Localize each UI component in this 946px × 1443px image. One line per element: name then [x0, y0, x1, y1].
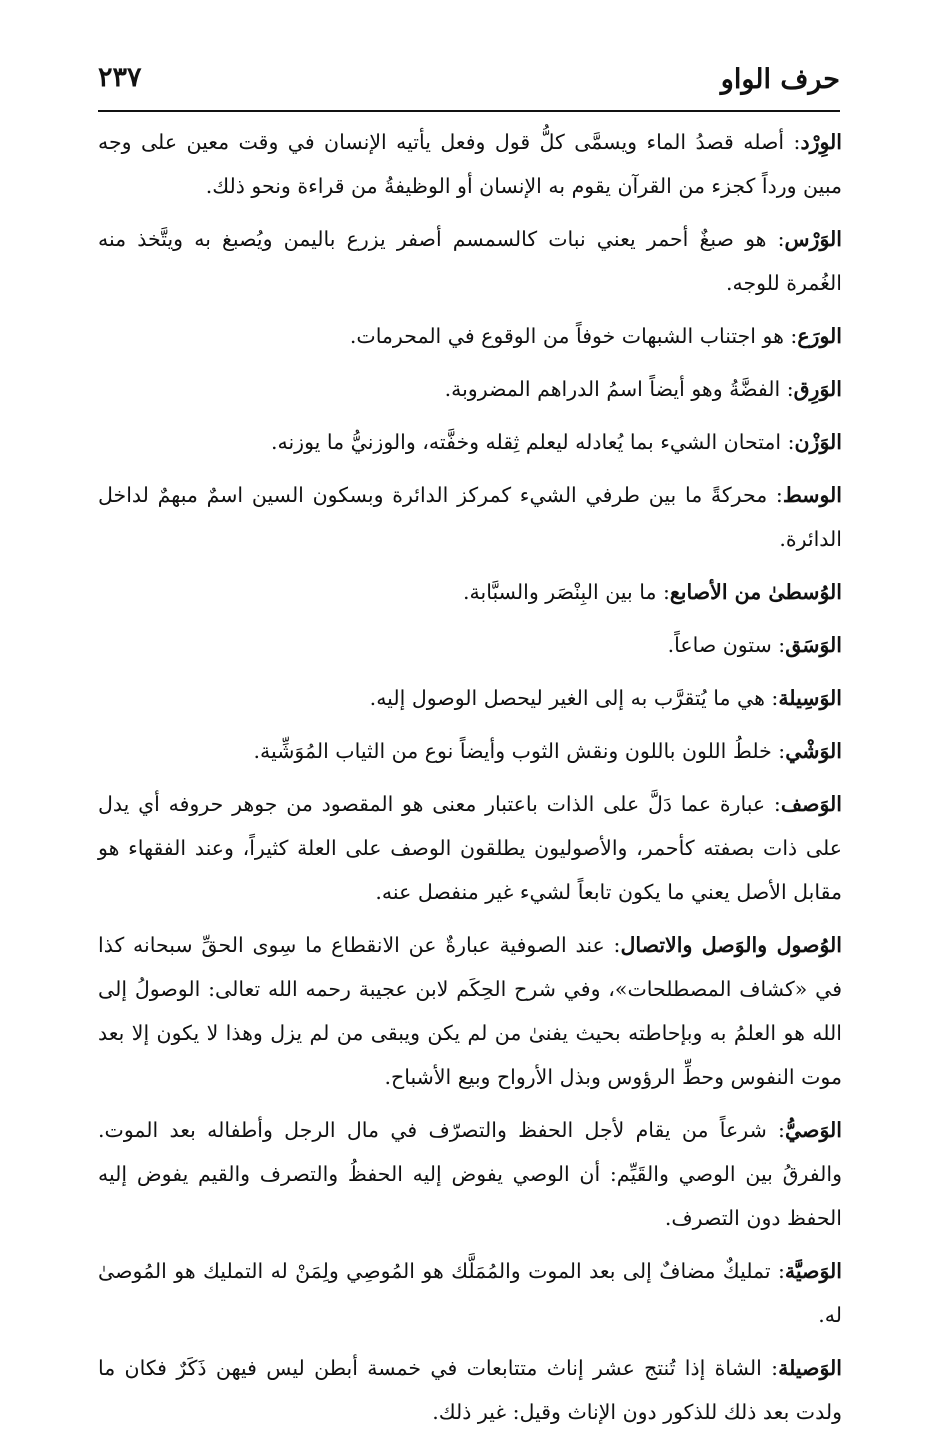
entry-term: الوَصيُّ	[784, 1118, 842, 1142]
entries-list	[98, 120, 842, 1443]
entry-term: الوَشْي	[785, 739, 842, 763]
entry-definition: : هو صبغٌ أحمر يعني نبات كالسمسم أصفر يزرع باليمن ويُصبغ به ويتَّخذ منه الغُمرة للوجه.	[98, 227, 842, 295]
entry-wariq	[98, 367, 842, 411]
entry-wasiyya	[98, 1249, 842, 1337]
entry-term: الوَرِق	[793, 377, 842, 401]
entry-wird	[98, 120, 842, 208]
entry-wasila-sheep	[98, 1346, 842, 1434]
entry-definition: : امتحان الشيء بما يُعادله ليعلم ثِقله وخفَّته، والوزنيُّ ما يوزنه.	[270, 430, 795, 454]
entry-wazn	[98, 420, 842, 464]
entry-definition: : ستون صاعاً.	[667, 633, 786, 657]
entry-wasiy	[98, 1108, 842, 1240]
entry-wasaq	[98, 623, 842, 667]
entry-term: الوُسطىٰ من الأصابع	[669, 580, 842, 604]
entry-definition: : الفضَّةُ وهو أيضاً اسمُ الدراهم المضروبة.	[444, 377, 794, 401]
header-rule	[98, 110, 840, 112]
entry-wasat	[98, 473, 842, 561]
page-number: ٢٣٧	[98, 62, 142, 93]
entry-definition: : عند الصوفية عبارةٌ عن الانقطاع ما سِوى الحقِّ سبحانه كذا في «كشاف المصطلحات»، وفي شرح الحِكَم لابن عجيبة رحمه الله تعالى: الوصولُ إلى الله هو العلمُ به وبإحاطته بحيث يفنىٰ من لم يكن ويبقى من لم يزل وهذا لا يكون إلا بعد موت النفوس وحطِّ الرؤوس وبذل الأرواح وبيع الأشباح.	[98, 933, 842, 1089]
entry-term: الوسط	[782, 483, 842, 507]
entry-term: الوَصيلة	[778, 1356, 842, 1380]
entry-definition: : هي ما يُتقرَّب به إلى الغير ليحصل الوصول إليه.	[369, 686, 779, 710]
running-title: حرف الواو	[720, 64, 840, 95]
entry-definition: : عبارة عما دَلَّ على الذات باعتبار معنى هو المقصود من جوهر حروفه أي يدل على ذات بصفته كأحمر، والأصوليون يطلقون الوصف على العلة كثيراً، وعند الفقهاء هو مقابل الأصل يعني ما يكون تابعاً لشيء غير منفصل عنه.	[98, 792, 842, 904]
entry-definition: : محركةً ما بين طرفي الشيء كمركز الدائرة وبسكون السين اسمٌ مبهمٌ لداخل الدائرة.	[98, 483, 842, 551]
entry-term: الوَصف	[780, 792, 842, 816]
entry-wasf	[98, 782, 842, 914]
entry-definition: : الشاة إذا تُنتج عشر إناث متتابعات في خمسة أبطن ليس فيهن ذَكَرٌ فكان ما ولدت بعد ذلك للذكور دون الإناث وقيل: غير ذلك.	[98, 1356, 842, 1424]
entry-wars	[98, 217, 842, 305]
entry-term: الوَرْس	[784, 227, 842, 251]
entry-term: الورَع	[797, 324, 842, 348]
entry-wusul	[98, 923, 842, 1099]
entry-wusta	[98, 570, 842, 614]
entry-term: الوَزْن	[794, 430, 842, 454]
entry-definition: : ما بين البِنْصَر والسبَّابة.	[462, 580, 670, 604]
entry-term: الوُصول والوَصل والاتصال	[620, 933, 842, 957]
entry-term: الوَسَق	[785, 633, 842, 657]
entry-definition: : تمليكٌ مضافٌ إلى بعد الموت والمُمَلَّك هو المُوصِي ولِمَنْ له التمليك هو المُوصىٰ له.	[98, 1259, 842, 1327]
entry-definition: : أصله قصدُ الماء ويسمَّى كلُّ قول وفعل يأتيه الإنسان في وقت معين على وجه مبين ورداً كجزء من القرآن يقوم به الإنسان أو الوظيفةُ من قراءة ونحو ذلك.	[98, 130, 842, 198]
entry-definition: : شرعاً من يقام لأجل الحفظ والتصرّف في مال الرجل وأطفاله بعد الموت. والفرقُ بين الوصي والقَيِّم: أن الوصي يفوض إليه الحفظُ والتصرف والقيم يفوض إليه الحفظ دون التصرف.	[98, 1118, 842, 1230]
page-header	[98, 58, 840, 108]
entry-wasila	[98, 676, 842, 720]
entry-wara	[98, 314, 842, 358]
entry-term: الوَسِيلة	[778, 686, 842, 710]
entry-definition: : خلطُ اللون باللون ونقش الثوب وأيضاً نوع من الثياب المُوَشِّية.	[253, 739, 786, 763]
entry-term: الوَصيَّة	[784, 1259, 842, 1283]
entry-definition: : هو اجتناب الشبهات خوفاً من الوقوع في المحرمات.	[349, 324, 798, 348]
entry-washy	[98, 729, 842, 773]
entry-term: الوِرْد	[800, 130, 842, 154]
